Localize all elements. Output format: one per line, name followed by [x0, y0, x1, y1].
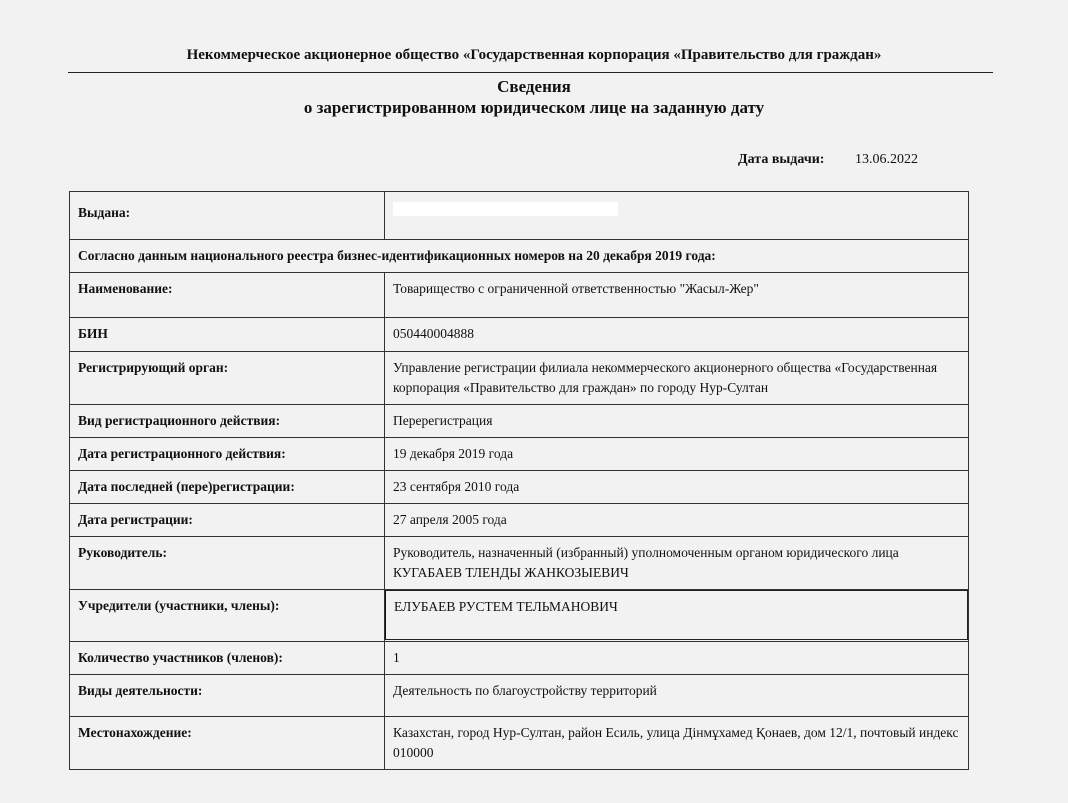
registration-info-table [69, 191, 969, 770]
row-value: Управление регистрации филиала некоммерческого акционерного общества «Государственная корпорация «Правительство для граждан» по городу Нур-Султан [385, 352, 969, 405]
table-row-issued-to [70, 192, 969, 240]
table-row [70, 352, 969, 405]
table-row [70, 273, 969, 318]
title-line-1: Сведения [497, 77, 571, 96]
director-name: КУГАБАЕВ ТЛЕНДЫ ЖАНКОЗЫЕВИЧ [393, 565, 629, 580]
redacted-value [385, 192, 969, 240]
table-row [70, 471, 969, 504]
row-value: 1 [385, 642, 969, 675]
header-divider [68, 72, 993, 73]
table-row [70, 438, 969, 471]
row-value: 27 апреля 2005 года [385, 504, 969, 537]
row-label: Местонахождение: [70, 717, 385, 770]
table-row [70, 675, 969, 717]
row-label: Учредители (участники, члены): [70, 590, 385, 642]
table-row-section [70, 240, 969, 273]
redaction-block [393, 202, 618, 216]
row-value: 050440004888 [385, 318, 969, 352]
row-value: Перерегистрация [385, 405, 969, 438]
row-value [385, 590, 969, 642]
row-label: Руководитель: [70, 537, 385, 590]
issue-date-value: 13.06.2022 [855, 152, 918, 167]
founders-list: ЕЛУБАЕВ РУСТЕМ ТЕЛЬМАНОВИЧ [384, 590, 968, 640]
row-label: Регистрирующий орган: [70, 352, 385, 405]
row-label: Дата последней (пере)регистрации: [70, 471, 385, 504]
table-row [70, 642, 969, 675]
document-title [0, 76, 1068, 118]
title-line-2: о зарегистрированном юридическом лице на заданную дату [303, 98, 765, 117]
table-row [70, 717, 969, 770]
row-label: Наименование: [70, 273, 385, 318]
row-label: Виды деятельности: [70, 675, 385, 717]
table-row [70, 405, 969, 438]
organization-name: Некоммерческое акционерное общество «Государственная корпорация «Правительство для граждан» [186, 47, 882, 63]
table-row [70, 318, 969, 352]
row-value: Деятельность по благоустройству территорий [385, 675, 969, 717]
section-note: Согласно данным национального реестра бизнес-идентификационных номеров на 20 декабря 2019 года: [70, 240, 969, 273]
row-label: Вид регистрационного действия: [70, 405, 385, 438]
table-row [70, 537, 969, 590]
issue-date-label: Дата выдачи: [738, 152, 825, 167]
row-label: Количество участников (членов): [70, 642, 385, 675]
row-label: БИН [70, 318, 385, 352]
row-value: 19 декабря 2019 года [385, 438, 969, 471]
issue-date [738, 152, 918, 168]
row-value: Казахстан, город Нур-Султан, район Есиль, улица Дінмұхамед Қонаев, дом 12/1, почтовый индекс 010000 [385, 717, 969, 770]
table-row [70, 590, 969, 642]
row-label: Дата регистрационного действия: [70, 438, 385, 471]
row-value [385, 537, 969, 590]
director-appointment: Руководитель, назначенный (избранный) уполномоченным органом юридического лица [393, 545, 899, 560]
table-row [70, 504, 969, 537]
row-label: Выдана: [70, 192, 385, 240]
row-value: 23 сентября 2010 года [385, 471, 969, 504]
row-value: Товарищество с ограниченной ответственностью "Жасыл-Жер" [385, 273, 969, 318]
row-label: Дата регистрации: [70, 504, 385, 537]
